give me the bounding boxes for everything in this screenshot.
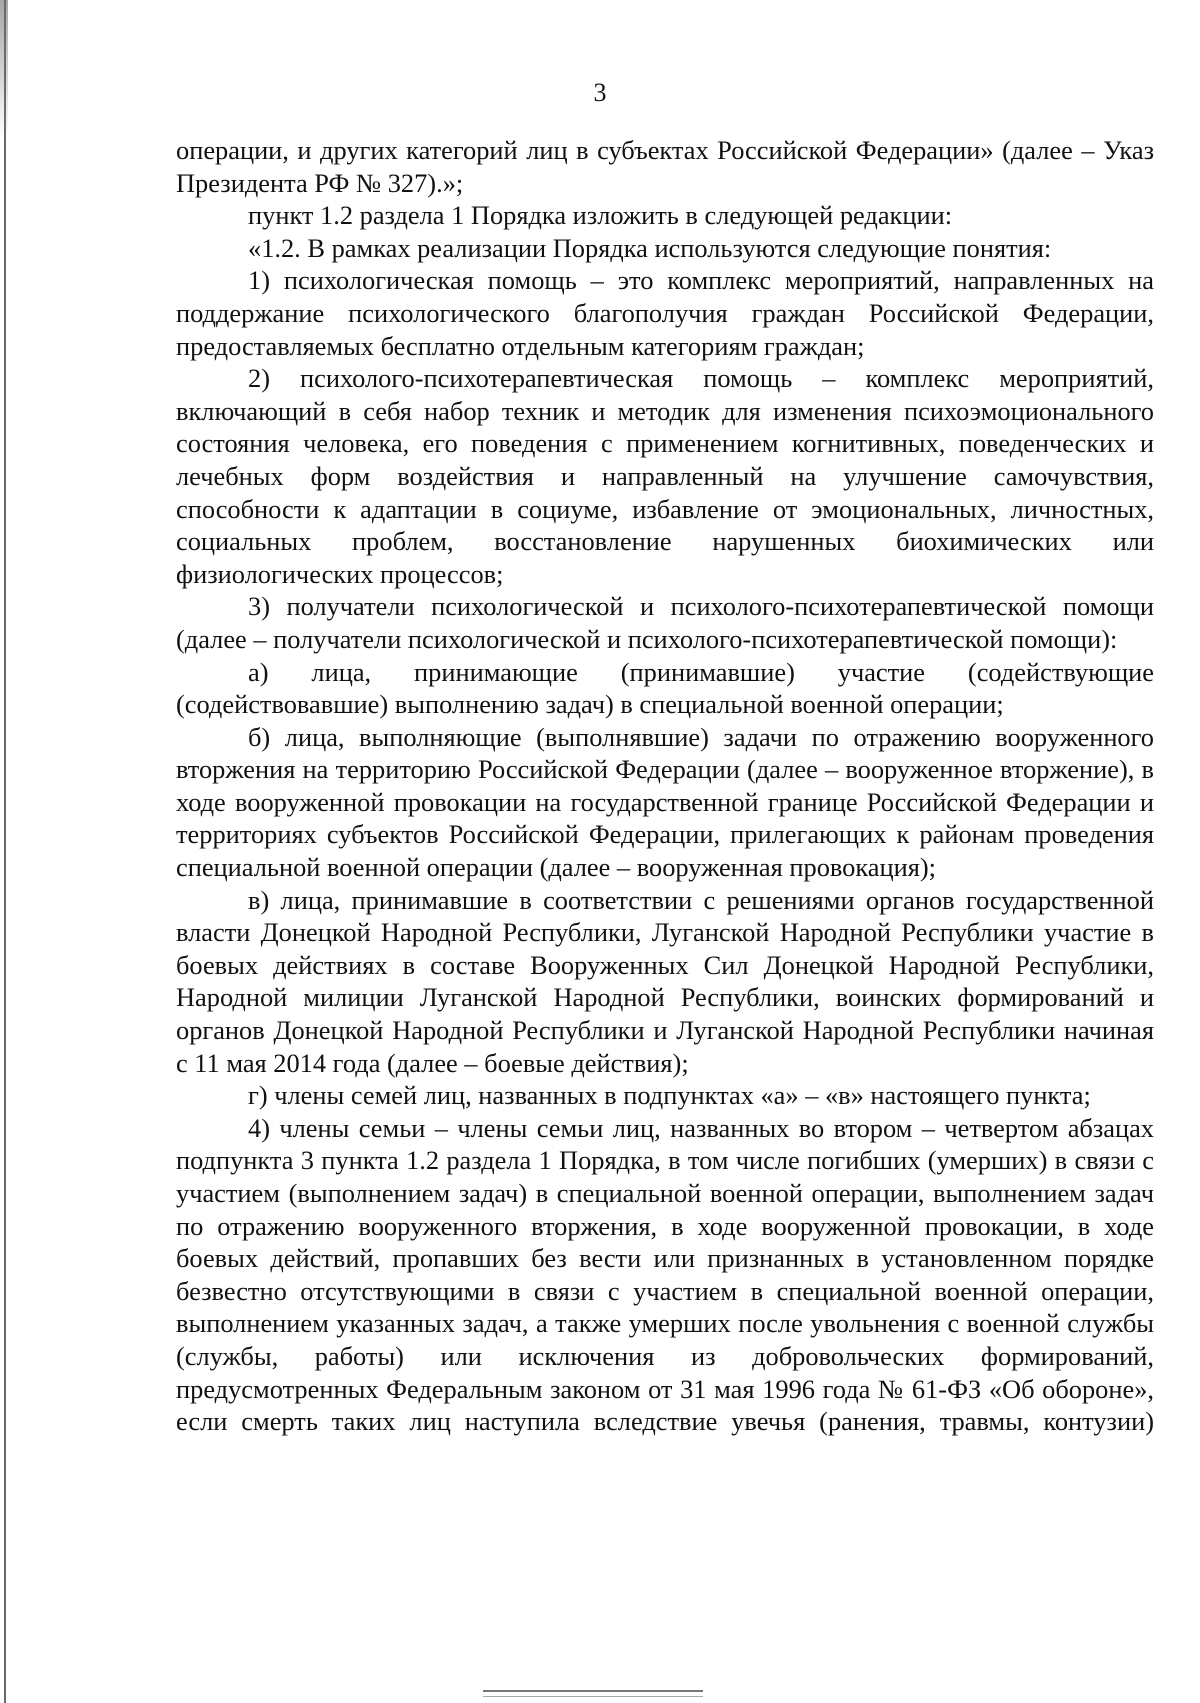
paragraph-continuation: операции, и других категорий лиц в субъектах Российской Федерации» (далее – Указ Президента РФ № 327).»;	[176, 135, 1154, 198]
paragraph-definition-1: 1) психологическая помощь – это комплекс мероприятий, направленных на поддержание психологического благополучия граждан Российской Федерации, предоставляемых бесплатно отдельным категориям граждан;	[176, 265, 1154, 361]
paragraph-subitem-g: г) члены семей лиц, названных в подпунктах «а» – «в» настоящего пункта;	[248, 1080, 1091, 1111]
paragraph-subitem-b: б) лица, выполняющие (выполнявшие) задачи по отражению вооруженного вторжения на территорию Российской Федерации (далее – вооруженное вторжение), в ходе вооруженной провокации на государственной границе Российской Федерации и территориях субъектов Российской Федерации, прилегающих к районам проведения специальной военной операции (далее – вооруженная провокация);	[176, 721, 1154, 883]
paragraph-subitem-a: а) лица, принимающие (принимавшие) участие (содействующие (содействовавшие) выполнению задач) в специальной военной операции;	[176, 656, 1154, 720]
paragraph-definition-2: 2) психолого-психотерапевтическая помощь – комплекс мероприятий, включающий в себя набор техник и методик для изменения психоэмоционального состояния человека, его поведения с применением когнитивных, поведенческих и лечебных форм воздействия и направленный на улучшение самочувствия, способности к адаптации в социуме, избавление от эмоциональных, личностных, социальных проблем, восстановление нарушенных биохимических или физиологических процессов;	[176, 363, 1154, 589]
paragraph-definition-3: 3) получатели психологической и психолого-психотерапевтической помощи (далее – получатели психологической и психолого-психотерапевтической помощи):	[176, 591, 1154, 654]
paragraph-definition-4: 4) члены семьи – члены семьи лиц, названных во втором – четвертом абзацах подпункта 3 пункта 1.2 раздела 1 Порядка, в том числе погибших (умерших) в связи с участием (выполнением задач) в специальной военной операции, выполнением задач по отражению вооруженного вторжения, в ходе вооруженной провокации, в ходе боевых действий, пропавших без вести или признанных в установленном порядке безвестно отсутствующими в связи с участием в специальной военной операции, выполнением указанных задач, а также умерших после увольнения с военной службы (службы, работы) или исключения из добровольческих формирований, предусмотренных Федеральным законом от 31 мая 1996 года № 61-ФЗ «Об обороне», если смерть таких лиц наступила вследствие увечья (ранения, травмы, контузии)	[176, 1112, 1154, 1437]
scan-edge-line	[4, 0, 6, 1703]
footer-rule	[483, 1690, 703, 1692]
paragraph-subitem-v: в) лица, принимавшие в соответствии с решениями органов государственной власти Донецкой Народной Республики, Луганской Народной Республики участие в боевых действиях в составе Вооруженных Сил Донецкой Народной Республики, Народной милиции Луганской Народной Республики, воинских формирований и органов Донецкой Народной Республики и Луганской Народной Республики начиная с 11 мая 2014 года (далее – боевые действия);	[176, 884, 1154, 1078]
document-body	[176, 134, 1154, 1438]
paragraph-item-1-2: «1.2. В рамках реализации Порядка используются следующие понятия:	[248, 232, 1052, 263]
footer-rule-secondary	[483, 1696, 703, 1697]
page-number: 3	[593, 78, 607, 107]
paragraph-amendment-intro: пункт 1.2 раздела 1 Порядка изложить в следующей редакции:	[248, 200, 953, 231]
